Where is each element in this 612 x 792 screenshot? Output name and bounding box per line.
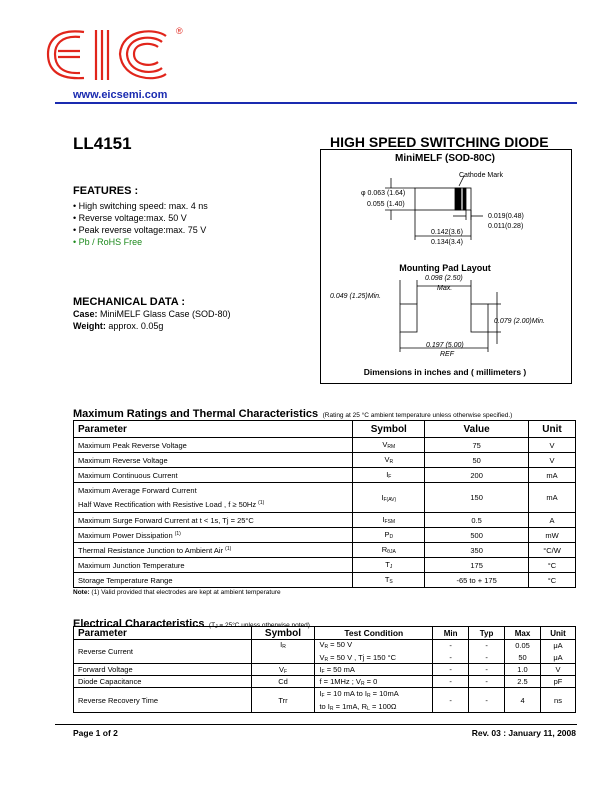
dim-diameter-max-value: 0.063 (1.64) [367,190,406,197]
pad-gap-note: Max. [437,285,453,292]
feature-item: • Reverse voltage:max. 50 V [73,213,187,223]
table-row [74,664,576,676]
max-cell: 4 [505,688,541,713]
symbol-cell: $I_F$ [353,468,425,483]
param-cell: Maximum Average Forward Current Half Wave Rectification with Resistive Load , f ≥ 50Hz $^{(1)}$ [74,483,353,513]
weight-label: Weight: [73,321,106,331]
dim-cap-max: 0.019(0.48) [488,213,524,220]
feature-item: • High switching speed: max. 4 ns [73,201,208,211]
mechanical-heading: MECHANICAL DATA : [73,296,186,308]
feature-rohs: • Pb / RoHS Free [73,237,143,247]
page-number: Page 1 of 2 [73,728,118,738]
col-header: Parameter [74,627,252,640]
table-row [74,558,576,573]
max-ratings-note: (Rating at 25 °C ambient temperature unless otherwise specified.) [322,412,513,419]
pad-width-dim: 0.049 (1.25)Min. [330,293,381,300]
table-row [74,676,576,688]
footer-divider [55,724,577,725]
col-header: Test Condition [315,627,433,640]
symbol-cell: $R_{\theta JA}$ [353,543,425,558]
dim-length-min: 0.134(3.4) [431,239,463,246]
max-ratings-title: Maximum Ratings and Thermal Characteristics [73,408,319,420]
value-cell: 500 [425,528,529,543]
col-header: Unit [529,421,576,438]
dim-diameter-max: φ 0.063 (1.64) [361,190,406,197]
symbol-cell: $T_S$ [353,573,425,588]
symbol-cell: $I_{F(AV)}$ [353,483,425,513]
unit-cell: V [541,664,576,676]
symbol-cell: Cd [251,676,315,688]
pad-height-dim: 0.079 (2.00)Min. [494,318,545,325]
cathode-mark-label: Cathode Mark [459,172,503,179]
col-header: Symbol [353,421,425,438]
pad-layout-title: Mounting Pad Layout [399,263,491,273]
param-cell: Thermal Resistance Junction to Ambient Air $^{(1)}$ [74,543,353,558]
pad-gap-dim: 0.098 (2.50) [425,275,463,282]
features-heading: FEATURES : [73,185,139,197]
value-cell: 200 [425,468,529,483]
pad-total-note: REF [440,351,454,358]
max-ratings-footnote: Note: (1) Valid provided that electrodes are kept at ambient temperature [73,589,281,596]
param-cell: Maximum Power Dissipation $^{(1)}$ [74,528,353,543]
col-header: Max [505,627,541,640]
min-cell: - [433,688,469,713]
mechanical-case [73,308,231,320]
table-row [74,573,576,588]
package-title: MiniMELF (SOD-80C) [395,153,495,164]
symbol-cell: $V_{RM}$ [353,438,425,453]
min-cell: - [433,664,469,676]
value-cell: 75 [425,438,529,453]
feature-item: • Peak reverse voltage:max. 75 V [73,225,207,235]
table-row [74,640,576,664]
unit-cell: mA [529,468,576,483]
min-cell: - - [433,640,469,664]
website-link[interactable]: www.eicsemi.com [73,89,168,101]
symbol-cell: $P_D$ [353,528,425,543]
unit-cell: mW [529,528,576,543]
dim-diameter-min: 0.055 (1.40) [367,201,405,208]
col-header: Typ [469,627,505,640]
page-title: HIGH SPEED SWITCHING DIODE [330,134,549,150]
col-header: Value [425,421,529,438]
unit-cell: °C [529,558,576,573]
param-cell: Forward Voltage [74,664,252,676]
typ-cell: - - [469,640,505,664]
unit-cell: V [529,453,576,468]
table-row [74,513,576,528]
value-cell: -65 to + 175 [425,573,529,588]
unit-cell: °C [529,573,576,588]
param-cell: Diode Capacitance [74,676,252,688]
mechanical-weight [73,320,163,332]
param-cell: Maximum Peak Reverse Voltage [74,438,353,453]
value-cell: 150 [425,483,529,513]
typ-cell: - [469,664,505,676]
col-header: Symbol [251,627,315,640]
symbol-cell: $I_{FSM}$ [353,513,425,528]
electrical-table [73,626,576,713]
unit-cell: A [529,513,576,528]
symbol-cell: $T_J$ [353,558,425,573]
unit-cell: μA μA [541,640,576,664]
col-header: Parameter [74,421,353,438]
condition-cell: f = 1MHz ; $V_R = 0$ [315,676,433,688]
table-row [74,483,576,513]
table-header-row [74,627,576,640]
max-cell: 1.0 [505,664,541,676]
typ-cell: - [469,688,505,713]
electrical-title: Electrical Characteristics [73,618,205,630]
table-row [74,543,576,558]
features-list [73,200,208,248]
condition-cell: $I_F = 50$ mA [315,664,433,676]
max-ratings-table [73,420,576,588]
unit-cell: V [529,438,576,453]
value-cell: 0.5 [425,513,529,528]
eic-logo [46,24,186,86]
symbol-cell: $V_F$ [251,664,315,676]
col-header: Unit [541,627,576,640]
unit-cell: mA [529,483,576,513]
unit-cell: °C/W [529,543,576,558]
min-cell: - [433,676,469,688]
case-value: MiniMELF Glass Case (SOD-80) [97,309,231,319]
max-cell: 0.05 50 [505,640,541,664]
condition-cell: $V_R = 50$ V $V_R = 50$ V , Tj = 150 °C [315,640,433,664]
unit-cell: pF [541,676,576,688]
header-divider [55,102,577,104]
table-row [74,528,576,543]
table-header-row [74,421,576,438]
param-cell: Maximum Reverse Voltage [74,453,353,468]
max-cell: 2.5 [505,676,541,688]
registered-mark: ® [176,26,183,36]
param-cell: Storage Temperature Range [74,573,353,588]
value-cell: 50 [425,453,529,468]
param-cell: Maximum Surge Forward Current at t < 1s, Tj = 25°C [74,513,353,528]
value-cell: 175 [425,558,529,573]
table-row [74,468,576,483]
symbol-cell: $I_R$ [251,640,315,664]
param-cell: Maximum Continuous Current [74,468,353,483]
col-header: Min [433,627,469,640]
unit-cell: ns [541,688,576,713]
param-cell: Reverse Recovery Time [74,688,252,713]
table-row [74,688,576,713]
condition-cell: $I_F = 10$ mA to $I_R = 10mA$ to $I_R = 1mA$, $R_L = 100\Omega$ [315,688,433,713]
param-cell: Reverse Current [74,640,252,664]
symbol-cell: Trr [251,688,315,713]
dim-cap-min: 0.011(0.28) [488,223,524,230]
weight-value: approx. 0.05g [105,321,164,331]
table-row [74,438,576,453]
param-cell: Maximum Junction Temperature [74,558,353,573]
revision: Rev. 03 : January 11, 2008 [471,728,576,738]
table-row [74,453,576,468]
typ-cell: - [469,676,505,688]
pad-total-dim: 0.197 (5.00) [426,342,464,349]
part-number: LL4151 [73,134,132,153]
value-cell: 350 [425,543,529,558]
case-label: Case: [73,309,98,319]
dim-length-max: 0.142(3.6) [431,229,463,236]
symbol-cell: $V_R$ [353,453,425,468]
dimensions-caption: Dimensions in inches and ( millimeters ) [363,367,527,377]
electrical-note: ($T_J = 25^\circ C$ unless otherwise noted) [208,622,310,630]
